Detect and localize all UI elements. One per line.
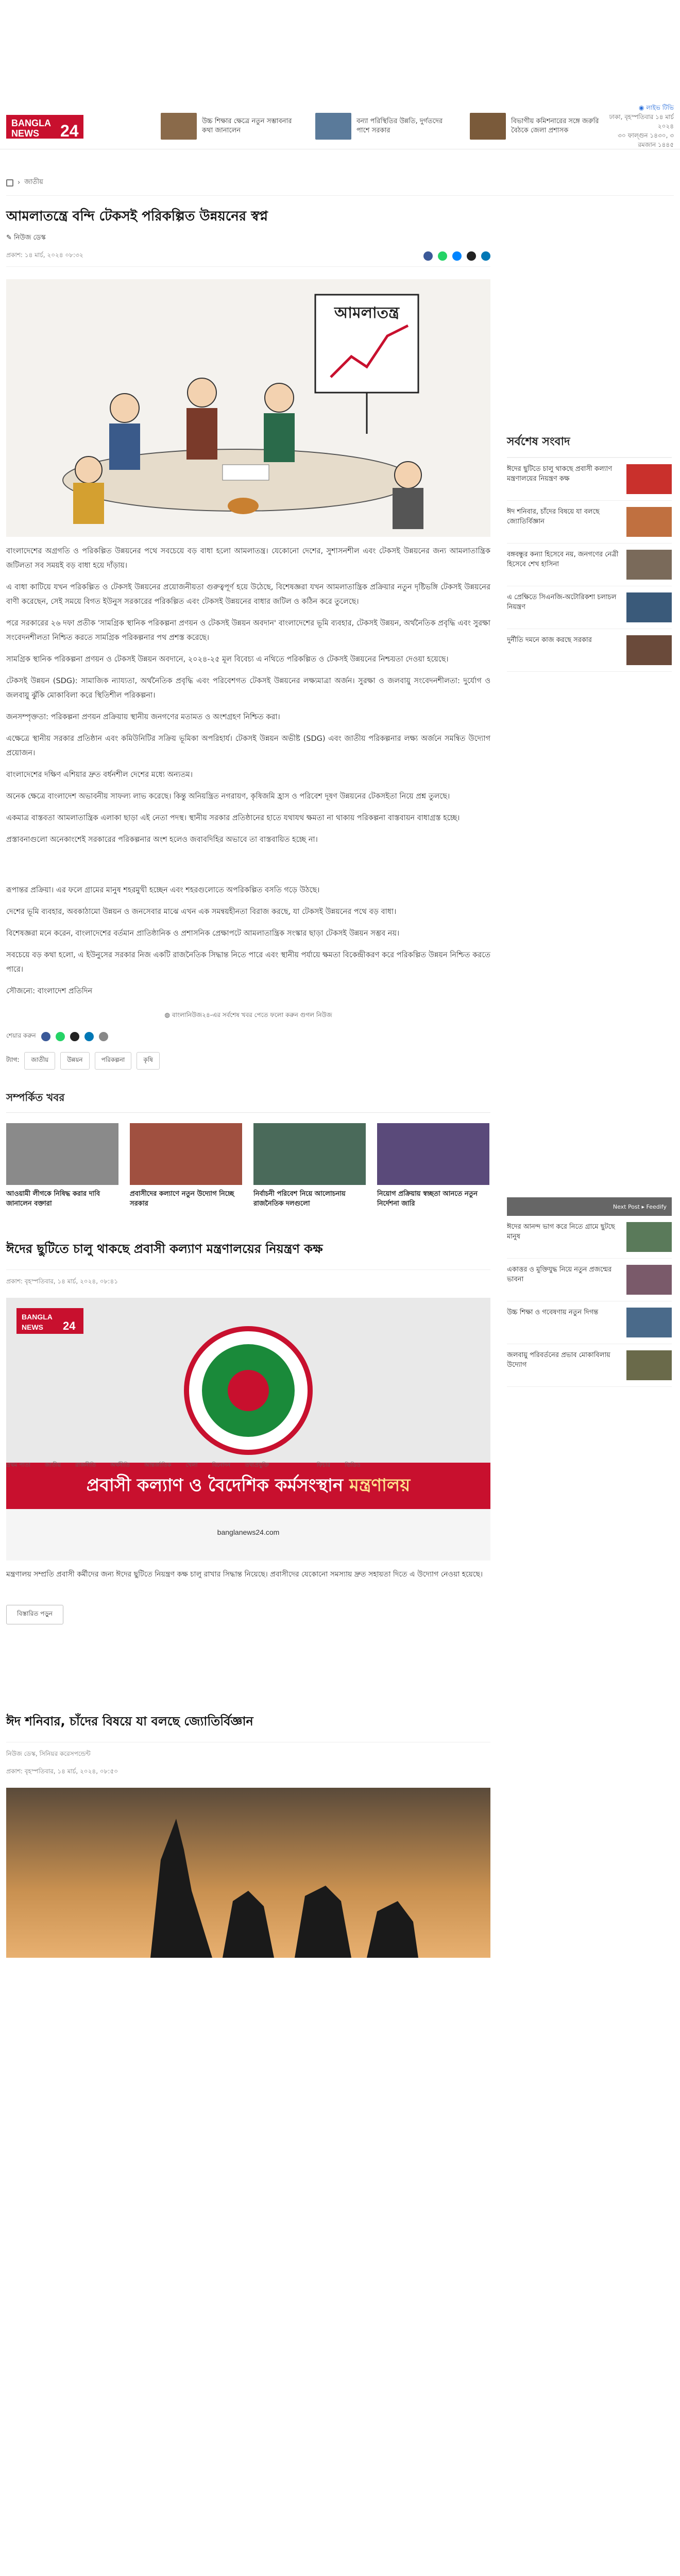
nav-item[interactable]: আন্তর্জাতিক: [144, 1462, 172, 1468]
feedify-widget-bar[interactable]: Next Post ▸ Feedify: [507, 1197, 672, 1216]
sidebar-news-title: একাত্তর ও মুক্তিযুদ্ধ নিয়ে নতুন প্রজন্মের ভাবনা: [507, 1266, 612, 1283]
sidebar-news-item[interactable]: [507, 501, 672, 544]
header-news-item[interactable]: [470, 113, 609, 140]
hero-illustration: [6, 279, 490, 537]
breadcrumb-category[interactable]: জাতীয়: [24, 178, 43, 186]
news-title: বিভাগীয় কমিশনারের সঙ্গে জরুরি বৈঠকে জেলা প্রশাসক: [511, 117, 599, 134]
sidebar-news-item[interactable]: [507, 1344, 672, 1387]
x-icon[interactable]: [70, 1032, 79, 1041]
article-paragraph: জনসম্পৃক্ততা: পরিকল্পনা প্রণয়ন প্রক্রিয়ায় স্থানীয় জনগণের মতামত ও অংশগ্রহণ নিশ্চিত করা।: [6, 713, 280, 721]
logo-number: 24: [60, 121, 79, 140]
tag-chip[interactable]: পরিকল্পনা: [95, 1052, 132, 1070]
sidebar-news-item[interactable]: [507, 544, 672, 586]
sidebar-thumbnail: [626, 507, 672, 537]
news-thumbnail: [470, 113, 506, 140]
article-paragraph: পরে সরকারের ২৬ দফা প্রতীক 'সামগ্রিক স্থানিক পরিকল্পনা প্রণয়ন ও টেকসই উন্নয়ন অবদান' বাংলাদেশের ভূমি ব্যবহার, টেকসই উন্নয়ন, অর্থনৈতিক প্রবৃদ্ধি এবং সুরক্ষা সংবেদনশীলতা নিশ্চিত করতে সামগ্রিক পরিকল্পনার পথ প্রশস্ত করেছে।: [6, 619, 490, 642]
nav-item[interactable]: খেলা: [185, 1462, 198, 1468]
article-paragraph: দেশের ভূমি ব্যবহার, অবকাঠামো উন্নয়ন ও জনসেবার মাঝে এখন এক সমন্বয়হীনতা বিরাজ করছে, যা টেকসই উন্নয়নের পথে বড় বাধা।: [6, 908, 397, 916]
svg-text:প্রবাসী কল্যাণ ও বৈদেশিক কর্মস: [87, 1473, 411, 1496]
tag-chip[interactable]: উন্নয়ন: [60, 1052, 89, 1070]
banner-ministry-line: প্রবাসী কল্যাণ ও বৈদেশিক কর্মসংস্থান: [86, 1475, 344, 1496]
related-title: আওয়ামী লীগকে নিষিদ্ধ করার দাবি জানালেন বক্তারা: [6, 1190, 100, 1208]
sidebar-news-item[interactable]: [507, 458, 672, 501]
related-news-heading: সম্পর্কিত খবর: [6, 1090, 490, 1113]
banner-logo-top: BANGLA: [22, 1313, 53, 1321]
article-paragraph: অনেক ক্ষেত্রে বাংলাদেশ অভাবনীয় সাফল্য লাভ করেছে। কিন্তু অনিয়ন্ত্রিত নগরায়ণ, কৃষিজমি হ্রাস ও পরিবেশ দূষণ উন্নয়নের টেকসইতা নিয়ে প্রশ্ন তুলছে।: [6, 792, 450, 801]
story-meta: প্রকাশ: বৃহস্পতিবার, ১৪ মার্চ, ২০২৪, ০৮:৫০: [6, 1768, 118, 1775]
sidebar-news-title: বঙ্গবন্ধুর কন্যা হিসেবে নয়, জনগণের নেত্রী হিসেবে শেখ হাসিনা: [507, 551, 619, 568]
nav-item[interactable]: অর্থনীতি: [110, 1462, 130, 1468]
related-news-card[interactable]: [377, 1123, 489, 1209]
story-title[interactable]: ঈদের ছুটিতে চালু থাকছে প্রবাসী কল্যাণ মন্ত্রণালয়ের নিয়ন্ত্রণ কক্ষ: [6, 1240, 490, 1270]
article-source: সৌজন্যে: বাংলাদেশ প্রতিদিন: [6, 987, 93, 995]
breadcrumb: [6, 170, 674, 196]
header-date-block: [609, 103, 674, 149]
sidebar-news-item[interactable]: [507, 1259, 672, 1301]
live-tv-link[interactable]: ◉ লাইভ টিভি: [638, 104, 674, 111]
sidebar-news-title: ঈদ শনিবার, চাঁদের বিষয়ে যা বলছে জ্যোতির্বিজ্ঞান: [507, 508, 600, 526]
pen-icon: ✎: [6, 234, 14, 242]
article-meta: [6, 251, 490, 267]
share-label: শেয়ার করুন: [6, 1032, 36, 1039]
chevron-right-icon: ›: [18, 179, 21, 187]
sidebar-thumbnail: [626, 1350, 672, 1380]
site-header: [0, 103, 680, 149]
home-icon[interactable]: [6, 179, 13, 187]
sidebar-news-title: জলবায়ু পরিবর্তনের প্রভাব মোকাবিলায় উদ্যোগ: [507, 1351, 610, 1369]
sidebar-news-item[interactable]: [507, 629, 672, 672]
related-news-card[interactable]: [6, 1123, 118, 1209]
story-meta: প্রকাশ: বৃহস্পতিবার, ১৪ মার্চ, ২০২৪, ০৮:৪১: [6, 1278, 118, 1285]
sidebar: [507, 206, 672, 1387]
live-tv-icon: ◉: [638, 104, 647, 111]
article-paragraph: সবচেয়ে বড় কথা হলো, এ ইউনুসের সরকার নিজ একটি রাজনৈতিক সিদ্ধান্ত নিতে পারে এবং স্থানীয় পর্যায়ে ক্ষমতা বিকেন্দ্রীকরণ করে পরিকল্পিত উন্নয়ন নিশ্চিত করতে পারে।: [6, 951, 490, 974]
nav-item[interactable]: সারাদেশ: [283, 1462, 302, 1468]
related-title: নির্বাচনী পরিবেশ নিয়ে আলোচনায় রাজনৈতিক দলগুলো: [253, 1190, 346, 1208]
sidebar-news-title: এ প্রেক্ষিতে সিএনজি-অটোরিকশা চলাচল নিয়ন্ত্রণ: [507, 594, 617, 611]
related-news-card[interactable]: [253, 1123, 366, 1209]
page-title: আমলাতন্ত্রে বন্দি টেকসই পরিকল্পিত উন্নয়নের স্বপ্ন: [6, 209, 268, 224]
category-nav-strip: [6, 1461, 490, 1470]
sidebar-news-title: ঈদের আনন্দ ভাগ করে নিতে গ্রামে ছুটছে মানুষ: [507, 1223, 615, 1241]
whatsapp-icon[interactable]: [438, 251, 447, 261]
related-thumbnail: [6, 1123, 118, 1185]
banner-logo-bottom: NEWS: [22, 1323, 43, 1331]
nav-item[interactable]: ফিচার: [316, 1462, 331, 1468]
article-paragraph: সামগ্রিক স্থানিক পরিকল্পনা প্রণয়ন ও টেকসই উন্নয়ন অবদানে, ২০২৪-২৫ মূল বিবেচ্য এ নথিতে পরিকল্পিত ও টেকসই উন্নয়নের নিশ্চয়তা দেওয়া হয়েছে।: [6, 655, 449, 664]
story-image: [6, 1298, 490, 1561]
story-title[interactable]: ঈদ শনিবার, চাঁদের বিষয়ে যা বলছে জ্যোতির্বিজ্ঞান: [6, 1712, 490, 1742]
article-paragraph: বাংলাদেশের অগ্রগতি ও পরিকল্পিত উন্নয়নের পথে সবচেয়ে বড় বাধা হলো আমলাতন্ত্র। যেকোনো দেশের, সুশাসনশীল এবং টেকসই উন্নয়নের জন্য আমলাতান্ত্রিক জটিলতা সব সময়ই বড় বাধা হয়ে দাঁড়ায়।: [6, 547, 490, 570]
news-title: উচ্চ শিক্ষার ক্ষেত্রে নতুন সম্ভাবনার কথা জানালেন: [202, 117, 292, 134]
header-news-strip: [161, 113, 609, 140]
sidebar-thumbnail: [626, 1308, 672, 1337]
tags-label: ট্যাগ:: [6, 1056, 20, 1063]
next-story: [6, 1240, 490, 1624]
next-story-2: [6, 1712, 490, 1958]
tag-chip[interactable]: কৃষি: [137, 1052, 159, 1070]
facebook-icon[interactable]: [423, 251, 433, 261]
logo-text-top: BANGLA: [11, 117, 51, 128]
nav-item[interactable]: জাতীয়: [45, 1462, 61, 1468]
google-news-caption[interactable]: ◍ বাংলানিউজ২৪-এর সর্বশেষ খবর পেতে ফলো করুন গুগল নিউজ: [164, 1011, 332, 1019]
related-news-card[interactable]: [130, 1123, 242, 1209]
related-title: নিয়োগ প্রক্রিয়ায় স্বচ্ছতা আনতে নতুন নির্দেশনা জারি: [377, 1190, 478, 1208]
story-author: নিউজ ডেস্ক, সিনিয়র করেসপন্ডেন্ট: [6, 1750, 91, 1757]
article-paragraph: প্রস্তাবনাগুলো অনেকাংশেই সরকারের পরিকল্পনার অংশ হলেও জবাবদিহির অভাবে তা বাস্তবায়িত হচ্ছে না।: [6, 836, 318, 844]
news-thumbnail: [315, 113, 351, 140]
related-title: প্রবাসীদের কল্যাণে নতুন উদ্যোগ নিচ্ছে সরকার: [130, 1190, 234, 1208]
article-paragraph: এ বাধা কাটিয়ে যখন পরিকল্পিত ও টেকসই উন্নয়নের প্রয়োজনীয়তা গুরুত্বপূর্ণ হয়ে উঠেছে, বিশেষজ্ঞরা যখন আমলাতান্ত্রিক প্রক্রিয়ার নতুন দৃষ্টিভঙ্গি টেকসই উন্নয়নের বাণী করেছেন, সেই সময়ে বিগত ইউনুস সরকারের পরিকল্পিত এবং টেকসই উন্নয়নের বাধার জটিল ও কঠিন করে তুলেছে।: [6, 583, 490, 606]
main-column: [6, 206, 490, 1958]
linkedin-icon[interactable]: [84, 1032, 94, 1041]
nav-item[interactable]: রাজনীতি: [75, 1462, 96, 1468]
header-news-item[interactable]: [161, 113, 300, 140]
sidebar-news-title: ঈদের ছুটিতে চালু থাকছে প্রবাসী কল্যাণ মন্ত্রণালয়ের নিয়ন্ত্রণ কক্ষ: [507, 465, 613, 483]
article-paragraph: বাংলাদেশের দক্ষিণ এশিয়ার দ্রুত বর্ধনশীল দেশের মধ্যে অন্যতম।: [6, 771, 193, 779]
tag-chip[interactable]: জাতীয়: [24, 1052, 55, 1070]
sidebar-news-item[interactable]: [507, 586, 672, 629]
share-bar: [423, 251, 490, 261]
nav-item[interactable]: ভিডিও: [345, 1462, 361, 1468]
story-image-moon: [6, 1788, 490, 1958]
tag-list: [6, 1052, 490, 1070]
author-name[interactable]: ✎ নিউজ ডেস্ক: [6, 234, 46, 242]
sidebar-thumbnail: [626, 550, 672, 580]
logo-text-bottom: NEWS: [11, 128, 39, 139]
article-paragraph: রূপান্তর প্রক্রিয়া। এর ফলে গ্রামের মানুষ শহরমুখী হচ্ছেন এবং শহরগুলোতে অপরিকল্পিত বসতি গড়ে উঠছে।: [6, 886, 320, 894]
related-thumbnail: [130, 1123, 242, 1185]
hero-board-label: আমলাতন্ত্র: [334, 304, 400, 322]
related-news-list: [6, 1123, 490, 1209]
article-body: [6, 544, 490, 998]
related-thumbnail: [253, 1123, 366, 1185]
article-paragraph: টেকসই উন্নয়ন (SDG): সামাজিক ন্যায্যতা, অর্থনৈতিক প্রবৃদ্ধি এবং পরিবেশগত টেকসই উন্নয়নের লক্ষ্যমাত্রা অর্জন। সুরক্ষা ও জলবায়ু সংবেদনশীলতা: দুর্যোগ ও জলবায়ু ঝুঁকি মোকাবিলা করে স্থিতিশীল পরিকল্পনা।: [6, 677, 490, 700]
nav-item[interactable]: প্রথম পাতা: [6, 1462, 31, 1468]
nav-item[interactable]: তথ্যপ্রযুক্তি: [245, 1462, 269, 1468]
sidebar-title: সর্বশেষ সংবাদ: [507, 433, 672, 458]
sidebar-news-item[interactable]: [507, 1216, 672, 1259]
story-excerpt: মন্ত্রণালয় সম্প্রতি প্রবাসী কর্মীদের জন্য ঈদের ছুটিতে নিয়ন্ত্রণ কক্ষ চালু রাখার সিদ্ধান্ত নিয়েছে। প্রবাসীদের যেকোনো সমস্যায় দ্রুত সহায়তা দিতে এ উদ্যোগ নেওয়া হয়েছে।: [6, 1570, 483, 1579]
date-line-hijri: ৩০ ফাল্গুন ১৪৩০, ৩ রমজান ১৪৪৫: [618, 131, 674, 148]
sidebar-news-title: দুর্নীতি দমনে কাজ করছে সরকার: [507, 636, 592, 644]
article-paragraph: একমাত্র বাস্তবতা আমলাতান্ত্রিক এলাকা ছাড়া এই নেতা পদস্থ। স্থানীয় সরকার প্রতিষ্ঠানের হাতে যথাযথ ক্ষমতা না থাকায় পরিকল্পনা বাস্তবায়ন বাধাগ্রস্ত হচ্ছে।: [6, 814, 460, 822]
banner-ministry-word: মন্ত্রণালয়: [349, 1475, 411, 1496]
whatsapp-icon[interactable]: [56, 1032, 65, 1041]
sidebar-thumbnail: [626, 1265, 672, 1295]
read-more-button[interactable]: বিস্তারিত পড়ুন: [6, 1605, 63, 1624]
sidebar-thumbnail: [626, 1222, 672, 1252]
news-thumbnail: [161, 113, 197, 140]
site-logo[interactable]: [6, 110, 109, 142]
sidebar-news-item[interactable]: [507, 1301, 672, 1344]
email-icon[interactable]: [99, 1032, 108, 1041]
publish-date: প্রকাশ: ১৪ মার্চ, ২০২৪ ০৮:৩২: [6, 251, 83, 259]
bottom-share-bar: [6, 1031, 490, 1042]
linkedin-icon[interactable]: [481, 251, 490, 261]
x-icon[interactable]: [467, 251, 476, 261]
date-line: ঢাকা, বৃহস্পতিবার ১৪ মার্চ ২০২৪: [609, 113, 674, 130]
article-paragraph: বিশেষজ্ঞরা মনে করেন, বাংলাদেশের বর্তমান প্রাতিষ্ঠানিক ও প্রশাসনিক প্রেক্ষাপটে আমলাতান্ত্রিক সংস্কার ছাড়া টেকসই উন্নয়ন সম্ভব নয়।: [6, 929, 400, 938]
sidebar-news-title: উচ্চ শিক্ষা ও গবেষণায় নতুন দিগন্ত: [507, 1309, 599, 1316]
sidebar-thumbnail: [626, 635, 672, 665]
article-paragraph: এক্ষেত্রে স্থানীয় সরকার প্রতিষ্ঠান এবং কমিউনিটির সক্রিয় ভূমিকা অপরিহার্য। টেকসই উন্নয়ন অভীষ্ট (SDG) এবং জাতীয় পরিকল্পনার লক্ষ্য অর্জনে সমন্বিত উদ্যোগ প্রয়োজন।: [6, 735, 490, 757]
banner-site: banglanews24.com: [217, 1528, 280, 1536]
news-title: বন্যা পরিস্থিতির উন্নতি, দুর্গতদের পাশে সরকার: [356, 117, 443, 134]
header-news-item[interactable]: [315, 113, 454, 140]
sidebar-thumbnail: [626, 592, 672, 622]
nav-item[interactable]: বিনোদন: [212, 1462, 231, 1468]
related-thumbnail: [377, 1123, 489, 1185]
banner-logo-number: 24: [63, 1319, 76, 1332]
sidebar-thumbnail: [626, 464, 672, 494]
messenger-icon[interactable]: [452, 251, 462, 261]
google-news-icon: ◍: [164, 1011, 172, 1019]
top-blank-area: [0, 0, 680, 103]
facebook-icon[interactable]: [41, 1032, 50, 1041]
